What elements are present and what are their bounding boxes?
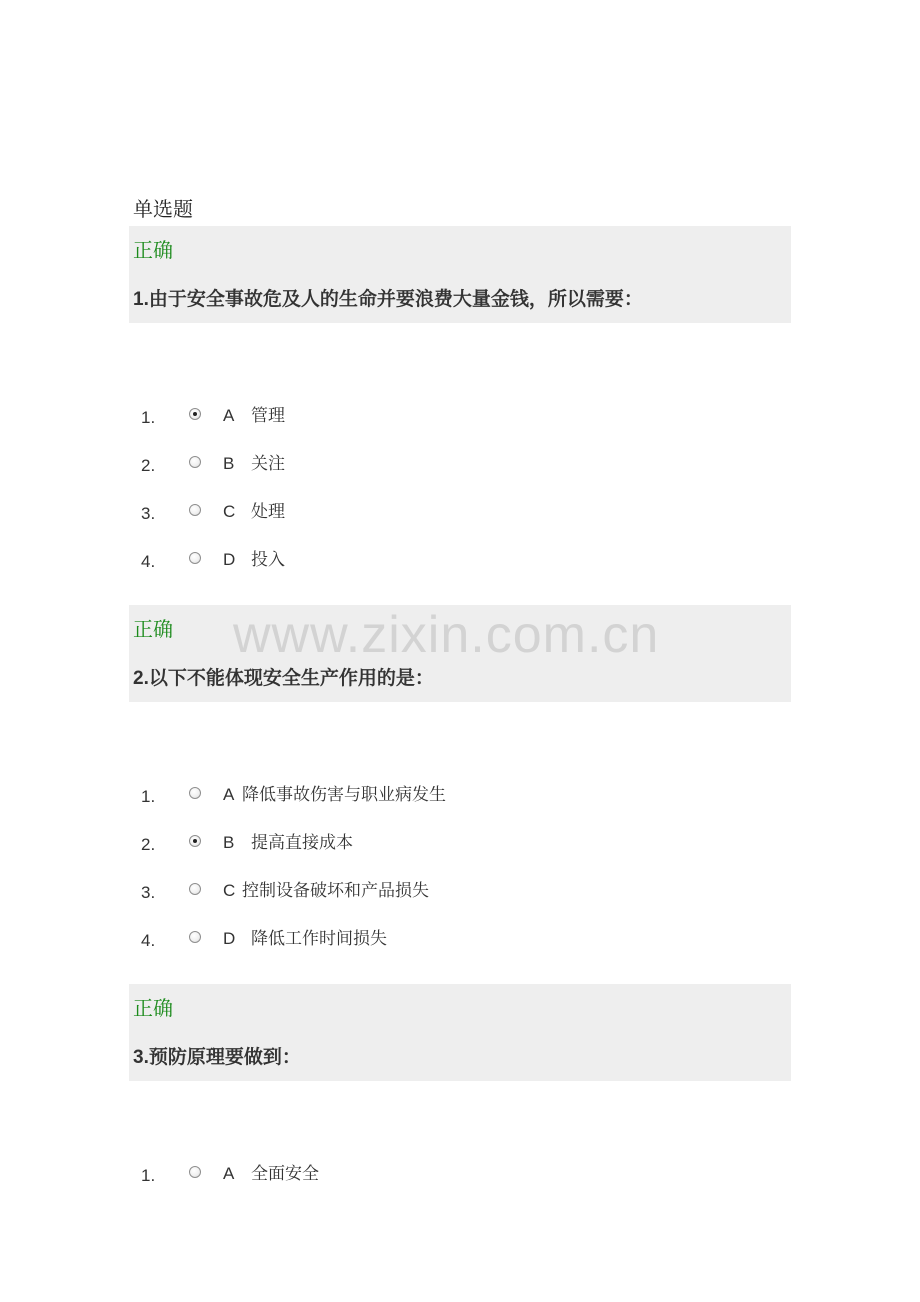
question-1-header bbox=[129, 226, 791, 323]
question-3-stem bbox=[133, 1042, 301, 1073]
section-title: 单选题 bbox=[133, 197, 193, 221]
question-2-number: 2. bbox=[133, 668, 149, 689]
option-letter: A bbox=[223, 785, 235, 804]
q1-option-b[interactable] bbox=[129, 449, 729, 479]
radio-button-checked[interactable] bbox=[189, 835, 201, 847]
option-letter: C bbox=[223, 881, 236, 900]
q1-option-a[interactable] bbox=[129, 401, 729, 431]
radio-button[interactable] bbox=[189, 456, 201, 468]
q2-option-b[interactable] bbox=[129, 828, 729, 858]
option-index: 4. bbox=[141, 552, 156, 571]
radio-button[interactable] bbox=[189, 1166, 201, 1178]
q2-option-d[interactable] bbox=[129, 924, 729, 954]
question-3-status: 正确 bbox=[133, 996, 173, 1020]
option-text: 提高直接成本 bbox=[251, 833, 353, 853]
option-text: 控制设备破坏和产品损失 bbox=[242, 881, 429, 901]
radio-button[interactable] bbox=[189, 883, 201, 895]
question-2-header bbox=[129, 605, 791, 702]
option-text: 投入 bbox=[251, 550, 285, 570]
radio-button-checked[interactable] bbox=[189, 408, 201, 420]
option-text: 管理 bbox=[251, 406, 285, 426]
radio-button[interactable] bbox=[189, 931, 201, 943]
q2-option-c[interactable] bbox=[129, 876, 729, 906]
option-index: 4. bbox=[141, 931, 156, 950]
option-index: 2. bbox=[141, 456, 156, 475]
q1-option-d[interactable] bbox=[129, 545, 729, 575]
q1-option-c[interactable] bbox=[129, 497, 729, 527]
option-index: 1. bbox=[141, 408, 156, 427]
question-3-number: 3. bbox=[133, 1047, 149, 1068]
question-2-text: 以下不能体现安全生产作用的是： bbox=[148, 667, 434, 689]
option-text: 降低事故伤害与职业病发生 bbox=[242, 785, 446, 805]
radio-button[interactable] bbox=[189, 504, 201, 516]
question-1-text: 由于安全事故危及人的生命并要浪费大量金钱，所以需要： bbox=[148, 288, 643, 310]
option-letter: A bbox=[223, 1164, 235, 1183]
radio-button[interactable] bbox=[189, 787, 201, 799]
option-letter: D bbox=[223, 929, 236, 948]
q3-option-a[interactable] bbox=[129, 1159, 729, 1189]
question-1-number: 1. bbox=[133, 289, 149, 310]
option-index: 1. bbox=[141, 787, 156, 806]
question-1-stem bbox=[133, 284, 643, 315]
question-3-header bbox=[129, 984, 791, 1081]
option-index: 2. bbox=[141, 835, 156, 854]
option-text: 关注 bbox=[251, 454, 285, 474]
option-letter: A bbox=[223, 406, 235, 425]
q2-option-a[interactable] bbox=[129, 780, 729, 810]
option-index: 1. bbox=[141, 1166, 156, 1185]
radio-button[interactable] bbox=[189, 552, 201, 564]
question-3-text: 预防原理要做到： bbox=[148, 1046, 301, 1068]
option-text: 处理 bbox=[251, 502, 285, 522]
option-index: 3. bbox=[141, 883, 156, 902]
option-letter: B bbox=[223, 454, 235, 473]
option-letter: D bbox=[223, 550, 236, 569]
option-letter: B bbox=[223, 833, 235, 852]
option-letter: C bbox=[223, 502, 236, 521]
question-2-status: 正确 bbox=[133, 617, 173, 641]
option-index: 3. bbox=[141, 504, 156, 523]
option-text: 降低工作时间损失 bbox=[251, 929, 387, 949]
watermark: www.zixin.com.cn bbox=[233, 606, 660, 664]
option-text: 全面安全 bbox=[251, 1164, 319, 1184]
question-1-status: 正确 bbox=[133, 238, 173, 262]
question-2-stem bbox=[133, 663, 434, 694]
